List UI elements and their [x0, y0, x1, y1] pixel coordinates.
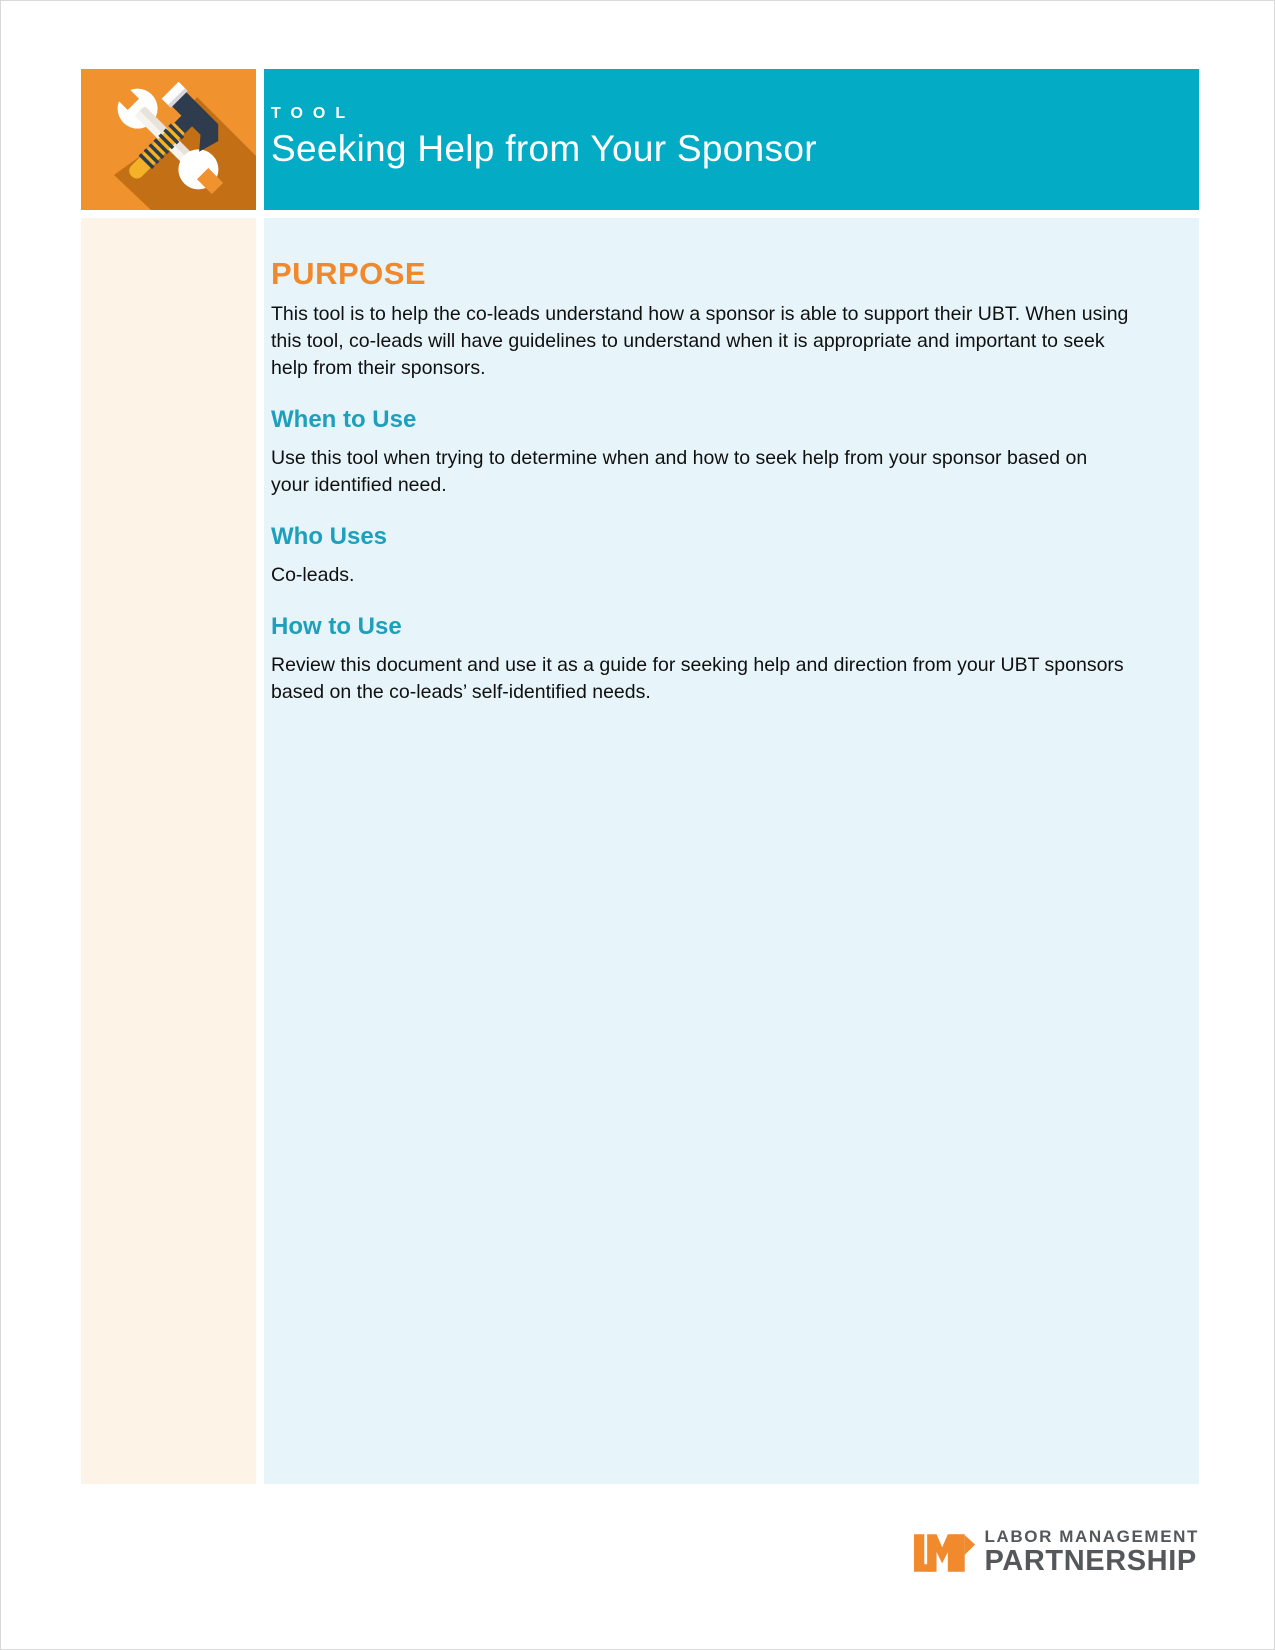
- doc-type-label: TOOL: [271, 105, 356, 122]
- section-heading-purpose: PURPOSE: [271, 256, 427, 291]
- how-to-use-body: Review this document and use it as a guide for seeking help and direction from your UBT sponsors based on the co-leads’ self-identified needs.: [271, 654, 1124, 703]
- who-uses-body: Co-leads.: [271, 564, 355, 586]
- section-heading-how-to-use: How to Use: [271, 613, 402, 640]
- purpose-body: This tool is to help the co-leads understand how a sponsor is able to support their UBT. When using this tool, co-leads will have guidelines to understand when it is appropriate and important to seek help from their sponsors.: [271, 303, 1129, 379]
- lmp-logo: [914, 1527, 1199, 1579]
- section-heading-who-uses: Who Uses: [271, 523, 388, 550]
- body: [81, 218, 1199, 1484]
- tools-icon: [81, 69, 256, 210]
- footer: [914, 1527, 1199, 1579]
- lmp-logo-mark-icon: [914, 1527, 976, 1579]
- content-area: [264, 218, 1199, 1484]
- logo-line-labor-management: LABOR MANAGEMENT: [984, 1527, 1199, 1546]
- section-heading-when-to-use: When to Use: [271, 406, 417, 433]
- lmp-logo-text: [985, 1527, 1199, 1577]
- left-sidebar: [81, 218, 256, 1484]
- header: [81, 69, 1199, 210]
- logo-line-partnership: PARTNERSHIP: [984, 1545, 1197, 1577]
- when-to-use-body: Use this tool when trying to determine when and how to seek help from your sponsor based on your identified need.: [271, 447, 1088, 496]
- page-title: Seeking Help from Your Sponsor: [271, 128, 817, 169]
- header-band: [264, 69, 1199, 210]
- tool-icon-box: [81, 69, 256, 210]
